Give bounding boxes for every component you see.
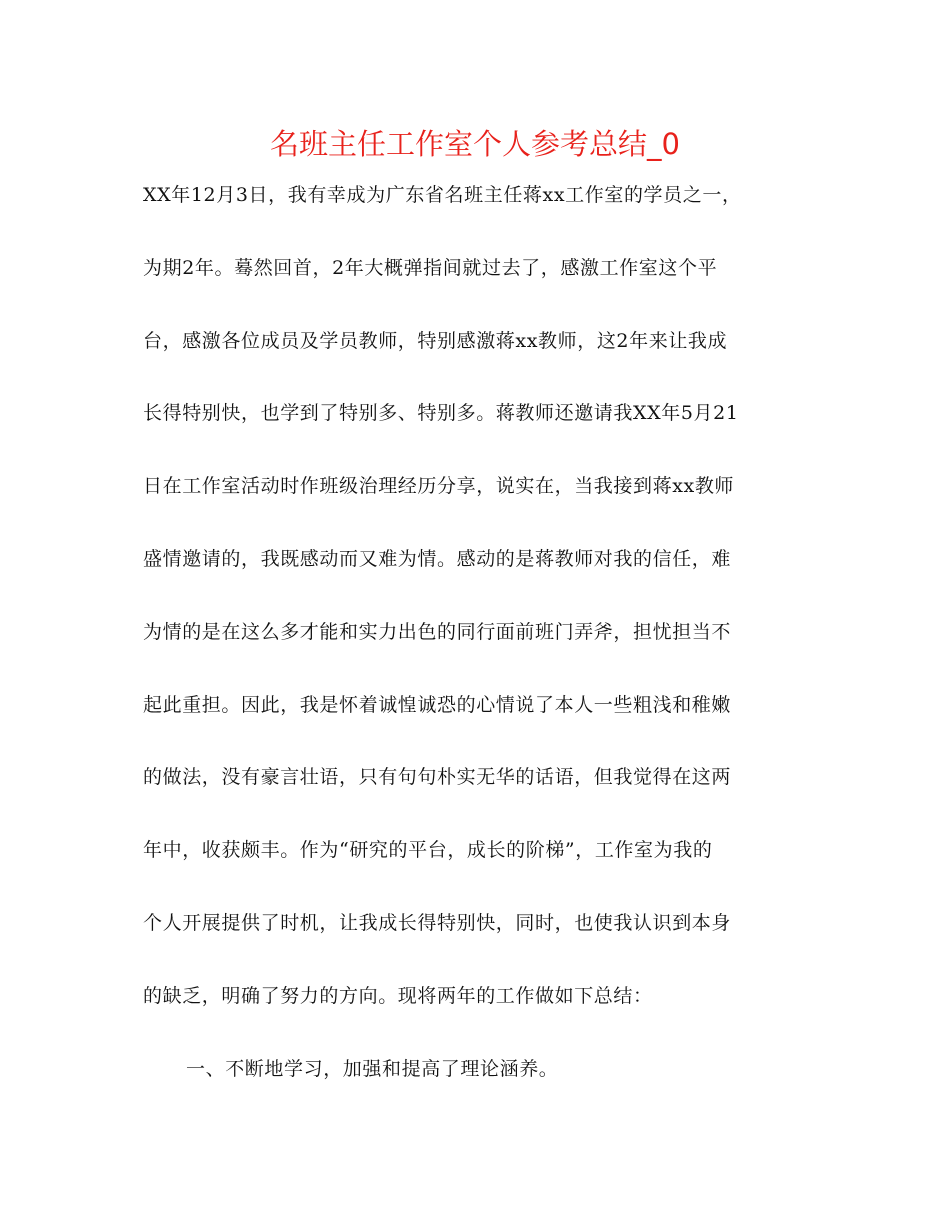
body-line: 为期2年。蓦然回首，2年大概弹指间就过去了，感激工作室这个平 bbox=[143, 256, 718, 279]
body-line: XX年12月3日，我有幸成为广东省名班主任蒋xx工作室的学员之一， bbox=[143, 184, 742, 206]
body-line: 的缺乏，明确了努力的方向。现将两年的工作做如下总结： bbox=[143, 984, 653, 1007]
body-line: 年中，收获颇丰。作为“研究的平台，成长的阶梯”，工作室为我的 bbox=[143, 839, 713, 862]
body-line: 起此重担。因此，我是怀着诚惶诚恐的心情说了本人一些粗浅和稚嫩 bbox=[143, 693, 732, 716]
document-body bbox=[143, 174, 813, 1120]
body-line: 长得特别快，也学到了特别多、特别多。蒋教师还邀请我XX年5月21 bbox=[143, 402, 739, 425]
body-line: 日在工作室活动时作班级治理经历分享，说实在，当我接到蒋xx教师 bbox=[143, 475, 735, 498]
section-heading: 一、不断地学习，加强和提高了理论涵养。 bbox=[186, 1057, 559, 1080]
body-line: 为情的是在这么多才能和实力出色的同行面前班门弄斧，担忧担当不 bbox=[143, 620, 732, 643]
document-title: 名班主任工作室个人参考总结_0 bbox=[270, 127, 680, 161]
body-line: 台，感激各位成员及学员教师，特别感激蒋xx教师，这2年来让我成 bbox=[143, 329, 728, 352]
body-line: 的做法，没有豪言壮语，只有句句朴实无华的话语，但我觉得在这两 bbox=[143, 766, 732, 789]
body-line: 个人开展提供了时机，让我成长得特别快，同时，也使我认识到本身 bbox=[143, 911, 732, 934]
body-line: 盛情邀请的，我既感动而又难为情。感动的是蒋教师对我的信任，难 bbox=[143, 547, 732, 570]
